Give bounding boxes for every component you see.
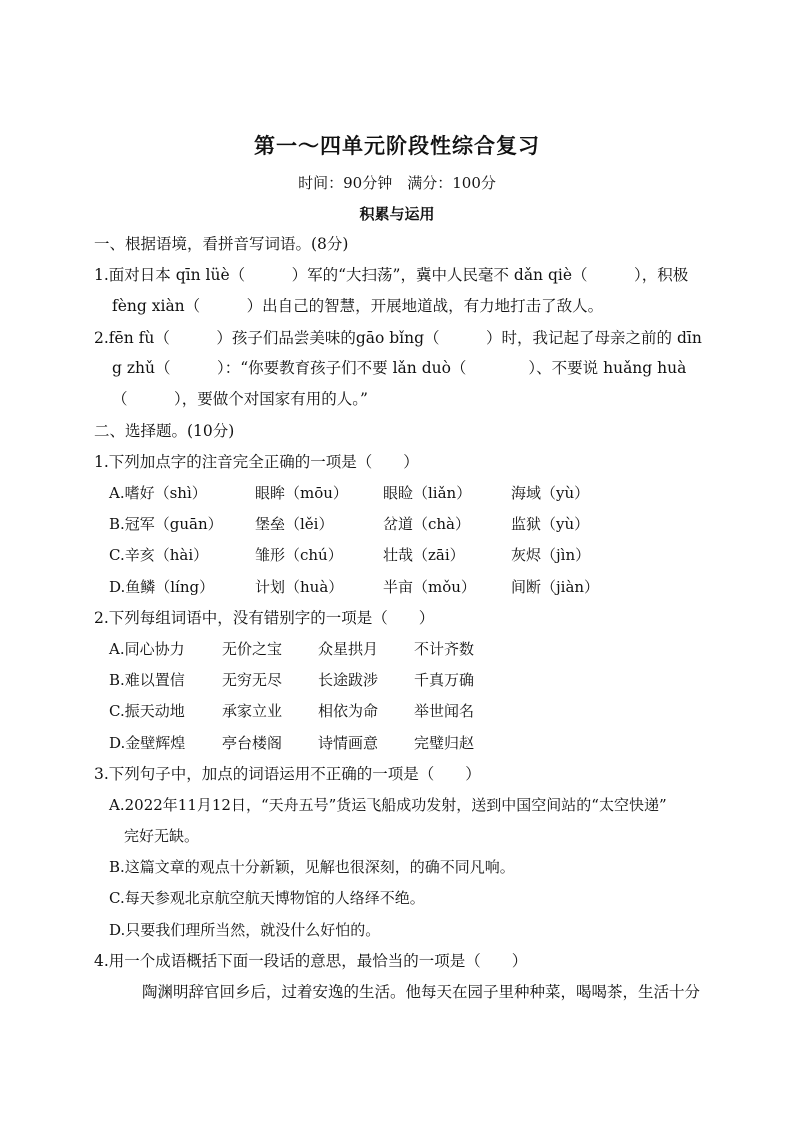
q2-option-b-word: 长途跋涉 bbox=[318, 671, 379, 689]
q3-option-a-cont: 完好无缺。 bbox=[124, 827, 200, 845]
q1-option-a: A.嗜好（shì） bbox=[109, 484, 207, 502]
q2-option-d-word: 完璧归赵 bbox=[414, 734, 475, 752]
q2-option-b-word: 千真万确 bbox=[414, 671, 475, 689]
q2-option-c: C.振天动地 bbox=[109, 702, 185, 720]
part1-line: 2.fēn fù（ ）孩子们品尝美味的gāo bǐng（ ）时，我记起了母亲之前的 dīn bbox=[94, 329, 702, 347]
q2-option-d-word: 亭台楼阁 bbox=[222, 734, 283, 752]
q1-option-d-word: 计划（huà） bbox=[255, 578, 344, 596]
q1-option-c-word: 灰烬（jìn） bbox=[511, 546, 591, 564]
part1-line: （ ），要做个对国家有用的人。” bbox=[112, 390, 368, 408]
question-4-passage: 陶渊明辞官回乡后，过着安逸的生活。他每天在园子里种种菜，喝喝茶，生活十分 bbox=[142, 983, 701, 1001]
part1-line: fèng xiàn（ ）出自己的智慧，开展地道战，有力地打击了敌人。 bbox=[112, 297, 604, 315]
part2-heading: 二、选择题。(10分) bbox=[94, 422, 235, 440]
question-1-stem: 1.下列加点字的注音完全正确的一项是（ ） bbox=[94, 453, 419, 471]
q2-option-a-word: 无价之宝 bbox=[222, 640, 283, 658]
q1-option-c: C.辛亥（hài） bbox=[109, 546, 209, 564]
q1-option-b: B.冠军（guān） bbox=[109, 515, 223, 533]
question-2-stem: 2.下列每组词语中，没有错别字的一项是（ ） bbox=[94, 609, 435, 627]
q1-option-a-word: 眼眸（mōu） bbox=[255, 484, 348, 502]
part1-line: 1.面对日本 qīn lüè（ ）军的“大扫荡”，冀中人民毫不 dǎn qiè（ ），积极 bbox=[94, 266, 689, 284]
q2-option-a-word: 众星拱月 bbox=[318, 640, 379, 658]
q3-option-d: D.只要我们理所当然，就没什么好怕的。 bbox=[109, 921, 381, 939]
exam-meta: 时间：90分钟 满分：100分 bbox=[298, 174, 496, 192]
q3-option-a: A.2022年11月12日，“天舟五号”货运飞船成功发射，送到中国空间站的“太空快递” bbox=[109, 796, 667, 814]
q2-option-b: B.难以置信 bbox=[109, 671, 185, 689]
part1-line: g zhǔ（ ）：“你要教育孩子们不要 lǎn duò（ ）、不要说 huǎng huà bbox=[112, 359, 687, 377]
q2-option-d-word: 诗情画意 bbox=[318, 734, 379, 752]
q2-option-a-word: 不计齐数 bbox=[414, 640, 475, 658]
q2-option-a: A.同心协力 bbox=[109, 640, 185, 658]
q1-option-b-word: 堡垒（lěi） bbox=[255, 515, 334, 533]
q3-option-c: C.每天参观北京航空航天博物馆的人络绎不绝。 bbox=[109, 889, 425, 907]
q1-option-b-word: 岔道（chà） bbox=[383, 515, 471, 533]
q1-option-a-word: 眼睑（liǎn） bbox=[383, 484, 472, 502]
q2-option-b-word: 无穷无尽 bbox=[222, 671, 283, 689]
q2-option-c-word: 举世闻名 bbox=[414, 702, 475, 720]
part1-heading: 一、根据语境，看拼音写词语。(8分) bbox=[94, 235, 349, 253]
q1-option-d: D.鱼鳞（líng） bbox=[109, 578, 215, 596]
question-4-stem: 4.用一个成语概括下面一段话的意思，最恰当的一项是（ ） bbox=[94, 952, 528, 970]
page-title: 第一～四单元阶段性综合复习 bbox=[254, 134, 540, 158]
q1-option-c-word: 壮哉（zāi） bbox=[383, 546, 465, 564]
q1-option-c-word: 雏形（chú） bbox=[255, 546, 343, 564]
q1-option-d-word: 半亩（mǒu） bbox=[383, 578, 476, 596]
q1-option-d-word: 间断（jiàn） bbox=[511, 578, 600, 596]
q1-option-a-word: 海域（yù） bbox=[511, 484, 590, 502]
q1-option-b-word: 监狱（yù） bbox=[511, 515, 590, 533]
q2-option-c-word: 相依为命 bbox=[318, 702, 379, 720]
q2-option-c-word: 承家立业 bbox=[222, 702, 283, 720]
question-3-stem: 3.下列句子中，加点的词语运用不正确的一项是（ ） bbox=[94, 765, 481, 783]
q2-option-d: D.金壁辉煌 bbox=[109, 734, 186, 752]
section-label: 积累与运用 bbox=[359, 205, 435, 223]
q3-option-b: B.这篇文章的观点十分新颖，见解也很深刻，的确不同凡响。 bbox=[109, 858, 515, 876]
